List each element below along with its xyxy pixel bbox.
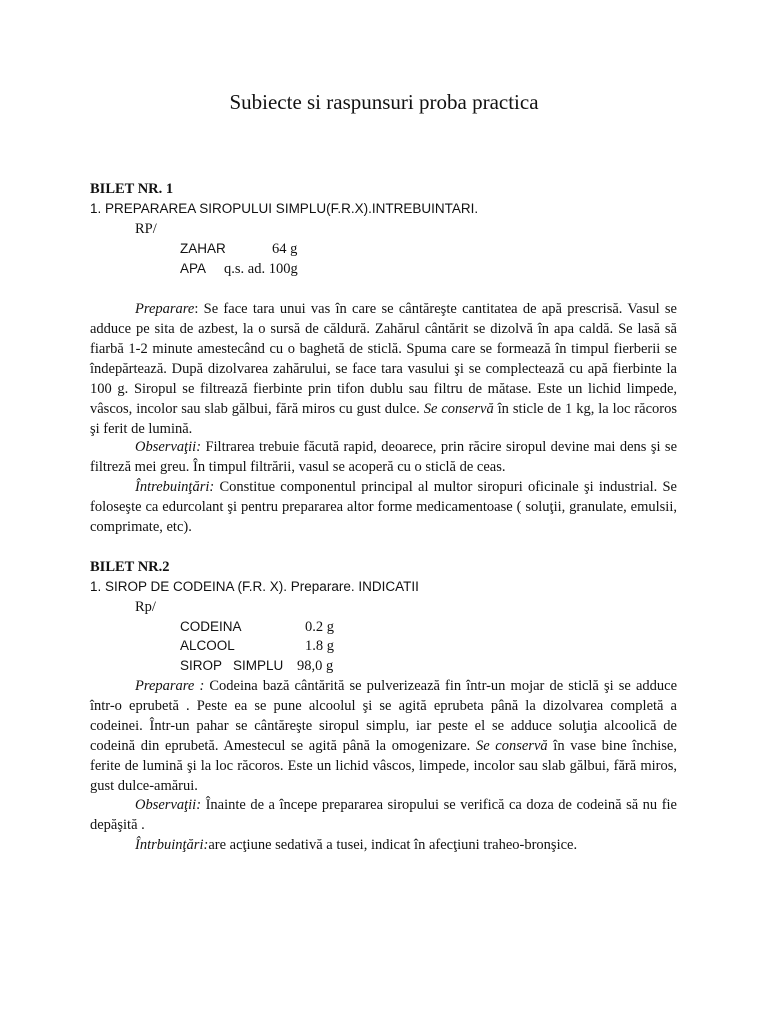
uses-text: are acţiune sedativă a tusei, indicat în afecţiuni traheo-bronşice. [208,837,578,853]
storage-text: în sticle de 1 kg, la loc răcoros şi ferit de lumină. [90,401,677,437]
ingredient-qty: 0.2 g [305,619,334,635]
ingredient-qty: q.s. ad. 100g [224,261,298,277]
uses-text: Constitue componentul principal al multor siropuri oficinale şi industrial. Se foloseşte ca edurcolant şi pentru prepararea altor forme medicamentoase ( soluţii, granulate, emulsii, comprimate, etc). [90,479,677,535]
preparation-label: Preparare [135,301,195,317]
ingredient-qty: 1.8 g [305,638,334,654]
bilet-1-heading: BILET NR. 1 [90,181,174,197]
preparation-text: : Se face tara unui vas în care se cântăreşte cantitatea de apă prescrisă. Vasul se adduce pe sita de azbest, la o sursă de căldură. Zahărul cântărit se dizolvă în apa caldă. Se lasă să fiarbă 1-2 minute amestecând cu o baghetă de sticlă. Spuma care se formează în timpul fierberii se îndepărtează. După dizolvarea zahărului, se face tara vasului şi se complectează cu apă fierbinte la 100 g. Siropul se filtrează fierbinte prin tifon dublu sau filtru de mătase. Este un lichid limpede, vâscos, incolor sau slab gălbui, fără miros cu gust dulce. [90,301,677,417]
ingredient-name: APA [180,261,207,276]
storage-label: Se conservă [475,738,548,754]
observations-label: Observaţii: [135,797,202,813]
preparation-label: Preparare : [135,678,205,694]
ingredient-name: ALCOOL [180,638,235,653]
ingredient-qty: 64 g [272,241,298,257]
ingredient-name: SIROP SIMPLU [180,658,284,673]
observations-text: Înainte de a începe prepararea siropului se verifică ca doza de codeină să nu fie depăşită . [90,797,677,833]
bilet-1-question: 1. PREPARAREA SIROPULUI SIMPLU(F.R.X).INTREBUINTARI. [90,201,479,216]
bilet-1-observations [90,437,677,477]
bilet-2-question: 1. SIROP DE CODEINA (F.R. X). Preparare. INDICATII [90,579,419,594]
storage-label: Se conservă [423,401,494,417]
preparation-text: Codeina bază cântărită se pulverizează fin într-un mojar de sticlă şi se adduce într-o eprubetă . Peste ea se pune alcoolul şi se agită eprubeta până la dizolvarea completă a codeinei. Într-un pahar se cântăreşte siropul simplu, iar peste el se adduce soluţia alcoolică de codeină din eprubetă. Amestecul se agită până la omogenizare. [90,678,678,754]
uses-label: Întrebuinţări: [135,479,215,495]
page-title: Subiecte si raspunsuri proba practica [229,90,539,114]
bilet-1-preparation [90,299,677,439]
ingredient-qty: 98,0 g [297,658,334,674]
uses-label: Întrbuinţări: [135,837,209,853]
bilet-2-preparation [90,676,677,796]
ingredient-name: ZAHAR [180,241,226,256]
ingredient-name: CODEINA [180,619,242,634]
bilet-2-heading: BILET NR.2 [90,559,170,575]
bilet-2-rp: Rp/ [135,599,156,615]
observations-text: Filtrarea trebuie făcută rapid, deoarece, prin răcire siropul devine mai dens şi se filtreză mei greu. În timpul filtrării, vasul se acoperă cu o sticlă de ceas. [90,439,677,475]
storage-text: în vase bine închise, ferite de lumină şi la loc răcoros. Este un lichid vâscos, limpede, incolor sau slab gălbui, fără miros, gust dulce-amărui. [90,738,677,794]
bilet-2-uses [90,835,677,855]
observations-label: Observaţii: [135,439,202,455]
bilet-2-observations [90,795,677,835]
bilet-1-rp: RP/ [135,221,157,237]
bilet-1-uses [90,477,677,537]
